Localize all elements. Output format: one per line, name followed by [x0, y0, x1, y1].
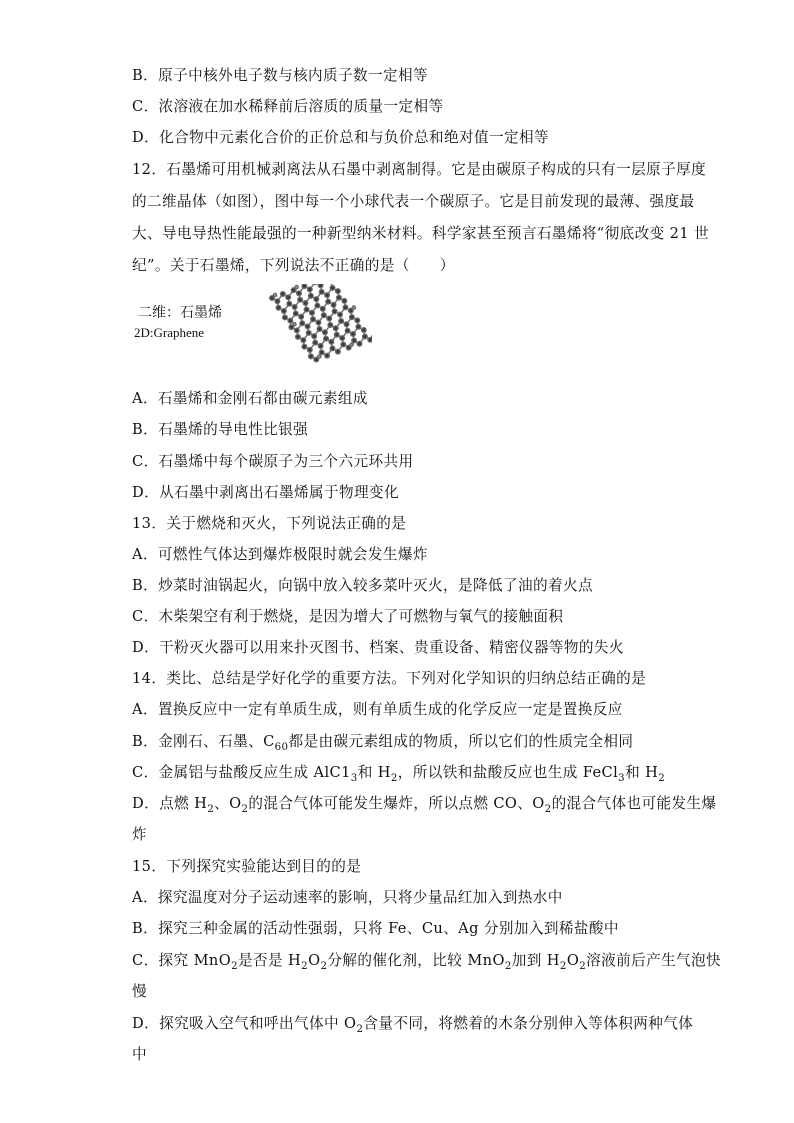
- carbon-atom: [309, 354, 314, 359]
- carbon-atom: [310, 310, 315, 315]
- edge-atom: [318, 355, 321, 358]
- carbon-atom: [339, 319, 344, 324]
- option-11c: C．浓溶液在加水稀释前后溶质的质量一定相等: [132, 98, 444, 115]
- carbon-atom: [325, 293, 330, 298]
- question-14: 14．类比、总结是学好化学的重要方法。下列对化学知识的归纳总结正确的是: [132, 670, 647, 687]
- carbon-atom: [276, 305, 281, 310]
- carbon-atom: [303, 301, 308, 306]
- question-12-line1: 12．石墨烯可用机械剥离法从石墨中剥离制得。它是由碳原子构成的只有一层原子厚度: [132, 161, 707, 178]
- option-12a: A．石墨烯和金刚石都由碳元素组成: [132, 390, 368, 407]
- carbon-atom: [295, 328, 300, 333]
- carbon-atom: [288, 318, 293, 323]
- carbon-atom: [332, 309, 337, 314]
- carbon-atom: [319, 350, 324, 355]
- carbon-atom: [345, 328, 350, 333]
- figure-label-cn: 二维：石墨烯: [138, 305, 222, 321]
- carbon-atom: [340, 336, 345, 341]
- carbon-atom: [299, 314, 304, 319]
- option-12c: C．石墨烯中每个碳原子为三个六元环共用: [132, 453, 414, 470]
- edge-atom: [273, 293, 276, 296]
- carbon-atom: [333, 326, 338, 331]
- carbon-atom: [308, 348, 313, 353]
- carbon-atom: [275, 299, 280, 304]
- carbon-atom: [343, 305, 348, 310]
- carbon-atom: [356, 325, 361, 330]
- edge-atom: [295, 285, 298, 288]
- carbon-atom: [337, 295, 342, 300]
- carbon-atom: [313, 340, 318, 345]
- carbon-atom: [318, 344, 323, 349]
- carbon-atom: [327, 316, 332, 321]
- carbon-atom: [342, 299, 347, 304]
- carbon-atom: [304, 307, 309, 312]
- option-12b: B．石墨烯的导电性比银强: [132, 421, 309, 438]
- carbon-atom: [314, 297, 319, 302]
- option-14d: D．点燃 $H_2$、$O_2$的混合气体可能发生爆炸，所以点燃 CO、$O_2$的混合气体也可能发生爆: [132, 795, 717, 815]
- carbon-atom: [322, 313, 327, 318]
- option-13c: C．木柴架空有利于燃烧，是因为增大了可燃物与氧气的接触面积: [132, 608, 564, 625]
- question-13: 13．关于燃烧和灭火，下列说法正确的是: [132, 515, 407, 532]
- question-15: 15．下列探究实验能达到目的的是: [132, 858, 362, 875]
- option-15c: C．探究 MnO$_2$是否是 $H_2O_2$分解的催化剂，比较 MnO$_2$加到 $H_2O_2$溶液前后产生气泡快: [132, 952, 722, 972]
- carbon-atom: [315, 303, 320, 308]
- option-13d: D．干粉灭火器可以用来扑灭图书、档案、贵重设备、精密仪器等物的失火: [132, 639, 624, 656]
- carbon-atom: [351, 332, 356, 337]
- carbon-atom: [300, 321, 305, 326]
- carbon-atom: [317, 327, 322, 332]
- carbon-atom: [281, 292, 286, 297]
- carbon-atom: [298, 298, 303, 303]
- carbon-atom: [341, 342, 346, 347]
- carbon-atom: [302, 284, 307, 288]
- carbon-atom: [344, 322, 349, 327]
- carbon-atom: [301, 338, 306, 343]
- carbon-atom: [324, 336, 329, 341]
- carbon-atom: [316, 320, 321, 325]
- option-14a: A．置换反应中一定有单质生成，则有单质生成的化学反应一定是置换反应: [132, 701, 623, 718]
- carbon-atom: [326, 299, 331, 304]
- edge-atom: [350, 343, 353, 346]
- carbon-atom: [331, 303, 336, 308]
- carbon-atom: [350, 315, 355, 320]
- carbon-atom: [336, 289, 341, 294]
- carbon-atom: [283, 315, 288, 320]
- option-15d: D．探究吸入空气和呼出气体中 $O_2$含量不同，将燃着的木条分别伸入等体积两种气体: [132, 1015, 694, 1035]
- figure-label-en: 2D:Graphene: [134, 325, 205, 340]
- carbon-atom: [293, 311, 298, 316]
- graphene-figure: [132, 298, 372, 388]
- carbon-atom: [336, 349, 341, 354]
- carbon-atom: [319, 290, 324, 295]
- option-11d: D．化合物中元素化合价的正价总和与负价总和绝对值一定相等: [132, 129, 549, 146]
- carbon-atom: [292, 305, 297, 310]
- carbon-atom: [362, 328, 367, 333]
- carbon-atom: [312, 334, 317, 339]
- carbon-atom: [335, 332, 340, 337]
- carbon-atom: [287, 301, 292, 306]
- carbon-atom: [357, 341, 362, 346]
- carbon-atom: [368, 337, 372, 342]
- carbon-atom: [323, 330, 328, 335]
- option-15c-cont: 慢: [132, 983, 147, 1000]
- option-15d-cont: 中: [132, 1046, 147, 1063]
- carbon-atom: [306, 331, 311, 336]
- carbon-atom: [286, 295, 291, 300]
- carbon-atom: [309, 294, 314, 299]
- carbon-atom: [325, 353, 330, 358]
- option-14b: B．金刚石、石墨、$C_{60}$都是由碳元素组成的物质，所以它们的性质完全相同: [132, 733, 634, 753]
- carbon-atom: [330, 286, 335, 291]
- question-12-line3: 大、导电导热性能最强的一种新型纳米材料。科学家甚至预言石墨烯将“彻底改变 21 世: [132, 225, 710, 242]
- carbon-atom: [363, 334, 368, 339]
- option-12d: D．从石墨中剥离出石墨烯属于物理变化: [132, 484, 399, 501]
- option-14c: C．金属铝与盐酸反应生成 $AlC1_3$和 $H_2$，所以铁和盐酸反应也生成 FeCl$_3$和 $H_2$: [132, 764, 666, 784]
- carbon-atom: [308, 287, 313, 292]
- question-12-line2: 的二维晶体（如图），图中每一个小球代表一个碳原子。它是目前发现的最薄、强度最: [132, 193, 695, 210]
- question-12-line4: 纪”。关于石墨烯，下列说法不正确的是（ ）: [132, 257, 455, 274]
- carbon-atom: [297, 291, 302, 296]
- carbon-atom: [352, 338, 357, 343]
- carbon-atom: [338, 312, 343, 317]
- carbon-atom: [318, 284, 323, 288]
- option-14d-cont: 炸: [132, 826, 147, 843]
- carbon-atom: [305, 324, 310, 329]
- carbon-atom: [330, 346, 335, 351]
- carbon-atom: [328, 323, 333, 328]
- carbon-atom: [296, 335, 301, 340]
- option-13a: A．可燃性气体达到爆炸极限时就会发生爆炸: [132, 546, 428, 563]
- option-15b: B．探究三种金属的活动性强弱，只将 Fe、Cu、Ag 分别加入到稀盐酸中: [132, 920, 619, 937]
- edge-atom: [352, 306, 355, 309]
- option-13b: B．炒菜时油锅起火，向锅中放入较多菜叶灭火，是降低了油的着火点: [132, 577, 593, 594]
- carbon-atom: [282, 309, 287, 314]
- option-15a: A．探究温度对分子运动速率的影响，只将少量品红加入到热水中: [132, 889, 563, 906]
- option-11b: B．原子中核外电子数与核内质子数一定相等: [132, 67, 429, 84]
- carbon-atom: [329, 340, 334, 345]
- edge-atom: [293, 323, 296, 326]
- graphene-lattice-image: [232, 284, 372, 394]
- carbon-atom: [302, 344, 307, 349]
- carbon-atom: [320, 307, 325, 312]
- carbon-atom: [355, 318, 360, 323]
- carbon-atom: [311, 317, 316, 322]
